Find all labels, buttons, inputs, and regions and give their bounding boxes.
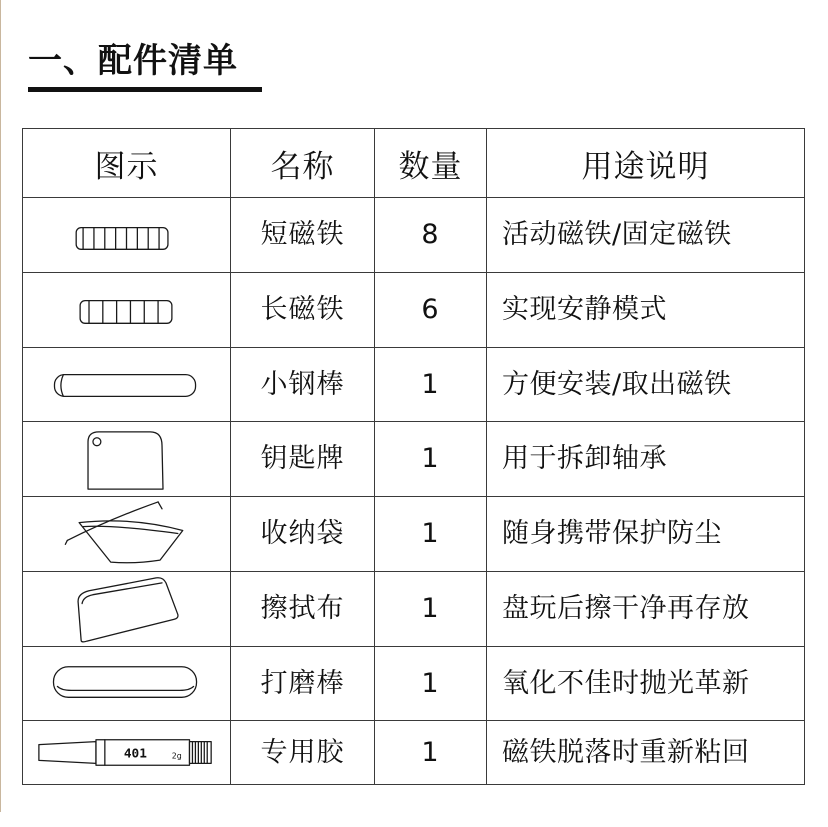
illustration-cell (23, 198, 231, 273)
table-row (23, 647, 805, 721)
part-name: 钥匙牌 (231, 422, 375, 497)
header-name: 名称 (231, 129, 375, 198)
table-row (23, 572, 805, 647)
table-row (23, 721, 805, 785)
wiping-cloth-icon (23, 572, 230, 646)
table-row (23, 198, 805, 273)
part-quantity: 1 (375, 348, 487, 422)
part-name: 擦拭布 (231, 572, 375, 647)
table-row (23, 422, 805, 497)
part-usage: 磁铁脱落时重新粘回 (487, 721, 805, 785)
part-usage: 盘玩后擦干净再存放 (487, 572, 805, 647)
table-row (23, 348, 805, 422)
short-magnet-icon (23, 198, 230, 272)
glue-size-label: 2g (171, 751, 182, 761)
illustration-cell (23, 572, 231, 647)
part-name: 长磁铁 (231, 273, 375, 348)
table-row (23, 273, 805, 348)
page-edge-line (0, 0, 1, 812)
illustration-cell (23, 422, 231, 497)
section-title-underline (28, 87, 262, 92)
key-tag-icon (23, 422, 230, 496)
part-usage: 用于拆卸轴承 (487, 422, 805, 497)
part-usage: 活动磁铁/固定磁铁 (487, 198, 805, 273)
part-quantity: 6 (375, 273, 487, 348)
section-title: 一、配件清单 (28, 41, 238, 81)
part-usage: 随身携带保护防尘 (487, 497, 805, 572)
part-quantity: 1 (375, 721, 487, 785)
part-quantity: 8 (375, 198, 487, 273)
illustration-cell (23, 348, 231, 422)
illustration-cell (23, 647, 231, 721)
part-name: 收纳袋 (231, 497, 375, 572)
part-quantity: 1 (375, 572, 487, 647)
part-name: 短磁铁 (231, 198, 375, 273)
illustration-cell (23, 497, 231, 572)
header-quantity: 数量 (375, 129, 487, 198)
illustration-cell (23, 721, 231, 785)
part-name: 打磨棒 (231, 647, 375, 721)
glue-model-label: 401 (123, 746, 147, 762)
part-name: 专用胶 (231, 721, 375, 785)
sanding-stick-icon (23, 647, 230, 720)
part-usage: 氧化不佳时抛光革新 (487, 647, 805, 721)
parts-list-table (22, 128, 805, 785)
part-quantity: 1 (375, 497, 487, 572)
header-usage: 用途说明 (487, 129, 805, 198)
part-quantity: 1 (375, 422, 487, 497)
part-usage: 方便安装/取出磁铁 (487, 348, 805, 422)
part-quantity: 1 (375, 647, 487, 721)
illustration-cell (23, 273, 231, 348)
header-illustration: 图示 (23, 129, 231, 198)
long-magnet-icon (23, 273, 230, 347)
table-header-row (23, 129, 805, 198)
glue-tube-icon (23, 721, 230, 784)
part-name: 小钢棒 (231, 348, 375, 422)
part-usage: 实现安静模式 (487, 273, 805, 348)
steel-rod-icon (23, 348, 230, 421)
table-row (23, 497, 805, 572)
storage-pouch-icon (23, 497, 230, 571)
